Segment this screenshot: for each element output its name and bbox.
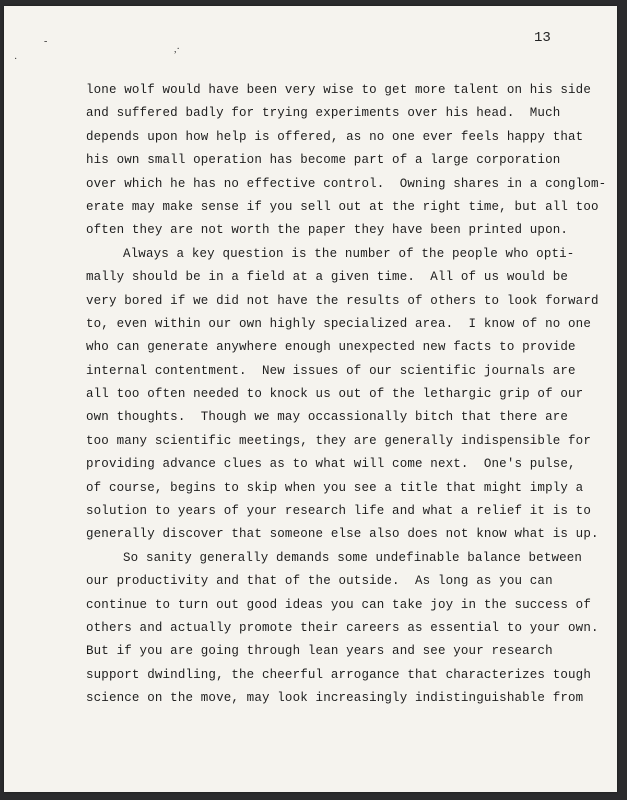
text-line: our productivity and that of the outside. As long as you can [86, 574, 553, 589]
document-page [4, 6, 617, 792]
text-line: erate may make sense if you sell out at the right time, but all too [86, 199, 599, 214]
text-line: But if you are going through lean years and see your research [86, 644, 553, 659]
text-line: over which he has no effective control. Owning shares in a conglom- [86, 176, 607, 191]
text-line: who can generate anywhere enough unexpected new facts to provide [86, 340, 576, 355]
text-line: his own small operation has become part of a large corporation [86, 153, 561, 168]
text-line: own thoughts. Though we may occassionally bitch that there are [86, 410, 569, 425]
text-line: generally discover that someone else also does not know what is up. [86, 527, 599, 542]
scan-speck: · [14, 54, 18, 65]
text-line: very bored if we did not have the results of others to look forward [86, 293, 599, 308]
text-line: Always a key question is the number of the people who opti- [123, 246, 575, 261]
text-line: depends upon how help is offered, as no one ever feels happy that [86, 129, 584, 144]
text-line: continue to turn out good ideas you can take joy in the success of [86, 597, 591, 612]
text-line: lone wolf would have been very wise to get more talent on his side [86, 83, 591, 97]
text-line: solution to years of your research life and what a relief it is to [86, 504, 591, 519]
body-text [86, 79, 606, 711]
text-line: too many scientific meetings, they are generally indispensible for [86, 433, 591, 448]
text-line: and suffered badly for trying experiments over his head. Much [86, 106, 561, 121]
text-line: often they are not worth the paper they have been printed upon. [86, 223, 569, 238]
text-line: internal contentment. New issues of our scientific journals are [86, 363, 576, 378]
text-line: to, even within our own highly specialized area. I know of no one [86, 316, 591, 331]
text-line: So sanity generally demands some undefinable balance between [123, 550, 583, 565]
scan-speck: - [44, 36, 48, 47]
text-line: others and actually promote their careers as essential to your own. [86, 620, 599, 635]
text-line: mally should be in a field at a given time. All of us would be [86, 270, 569, 285]
text-line: all too often needed to knock us out of the lethargic grip of our [86, 387, 584, 402]
page-number: 13 [534, 30, 551, 46]
text-line: providing advance clues as to what will come next. One's pulse, [86, 457, 576, 472]
text-line: of course, begins to skip when you see a title that might imply a [86, 480, 584, 495]
scan-speck: ,· [174, 44, 180, 55]
text-line: science on the move, may look increasingly indistinguishable from [86, 691, 584, 706]
text-line: support dwindling, the cheerful arrogance that characterizes tough [86, 667, 591, 682]
